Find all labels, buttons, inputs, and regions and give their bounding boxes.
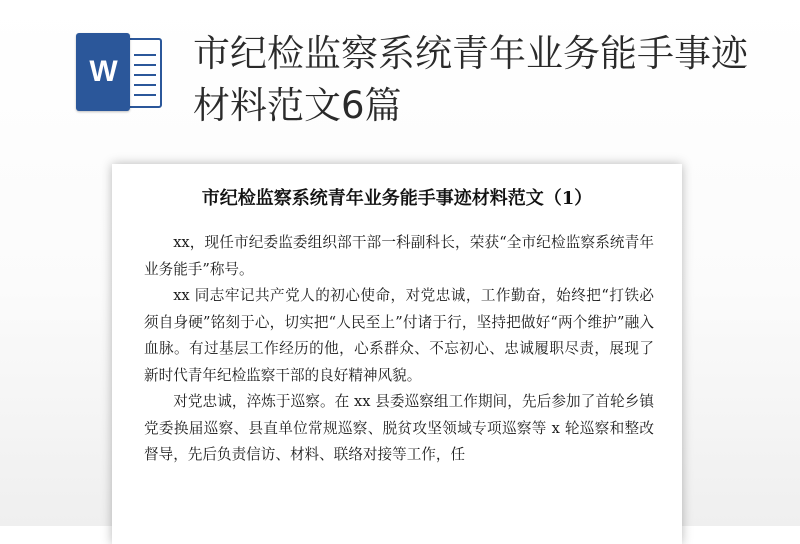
- header: [0, 0, 800, 140]
- document-line: [134, 84, 156, 86]
- word-logo-letter: W: [89, 55, 117, 88]
- word-document-icon: [72, 33, 166, 111]
- document-title: 市纪检监察系统青年业务能手事迹材料范文（1）: [201, 188, 593, 209]
- paragraph: 对党忠诚，淬炼于巡察。在 xx 县委巡察组工作期间，先后参加了首轮乡镇党委换届巡察、县直单位常规巡察、脱贫攻坚领域专项巡察等 x 轮巡察和整改督导，先后负责信访、材料、联络对接等工作，任: [144, 393, 654, 463]
- paragraph: xx，现任市纪委监委组织部干部一科副科长，荣获“全市纪检监察系统青年业务能手”称号。: [144, 234, 654, 278]
- document-body: [144, 230, 654, 469]
- paragraph: xx 同志牢记共产党人的初心使命，对党忠诚，工作勤奋，始终把“打铁必须自身硬”铭刻于心，切实把“人民至上”付诸于行，坚持把做好“两个维护”融入血脉。有过基层工作经历的他，心系群众、不忘初心、忠诚履职尽责，展现了新时代青年纪检监察干部的良好精神风貌。: [144, 287, 654, 384]
- document-line: [134, 64, 156, 66]
- document-line: [134, 74, 156, 76]
- page-title: 市纪检监察系统青年业务能手事迹材料范文6篇: [193, 32, 748, 127]
- word-logo-badge: [76, 33, 130, 111]
- document-line: [134, 94, 156, 96]
- document-line: [134, 54, 156, 56]
- document-preview: [112, 164, 682, 544]
